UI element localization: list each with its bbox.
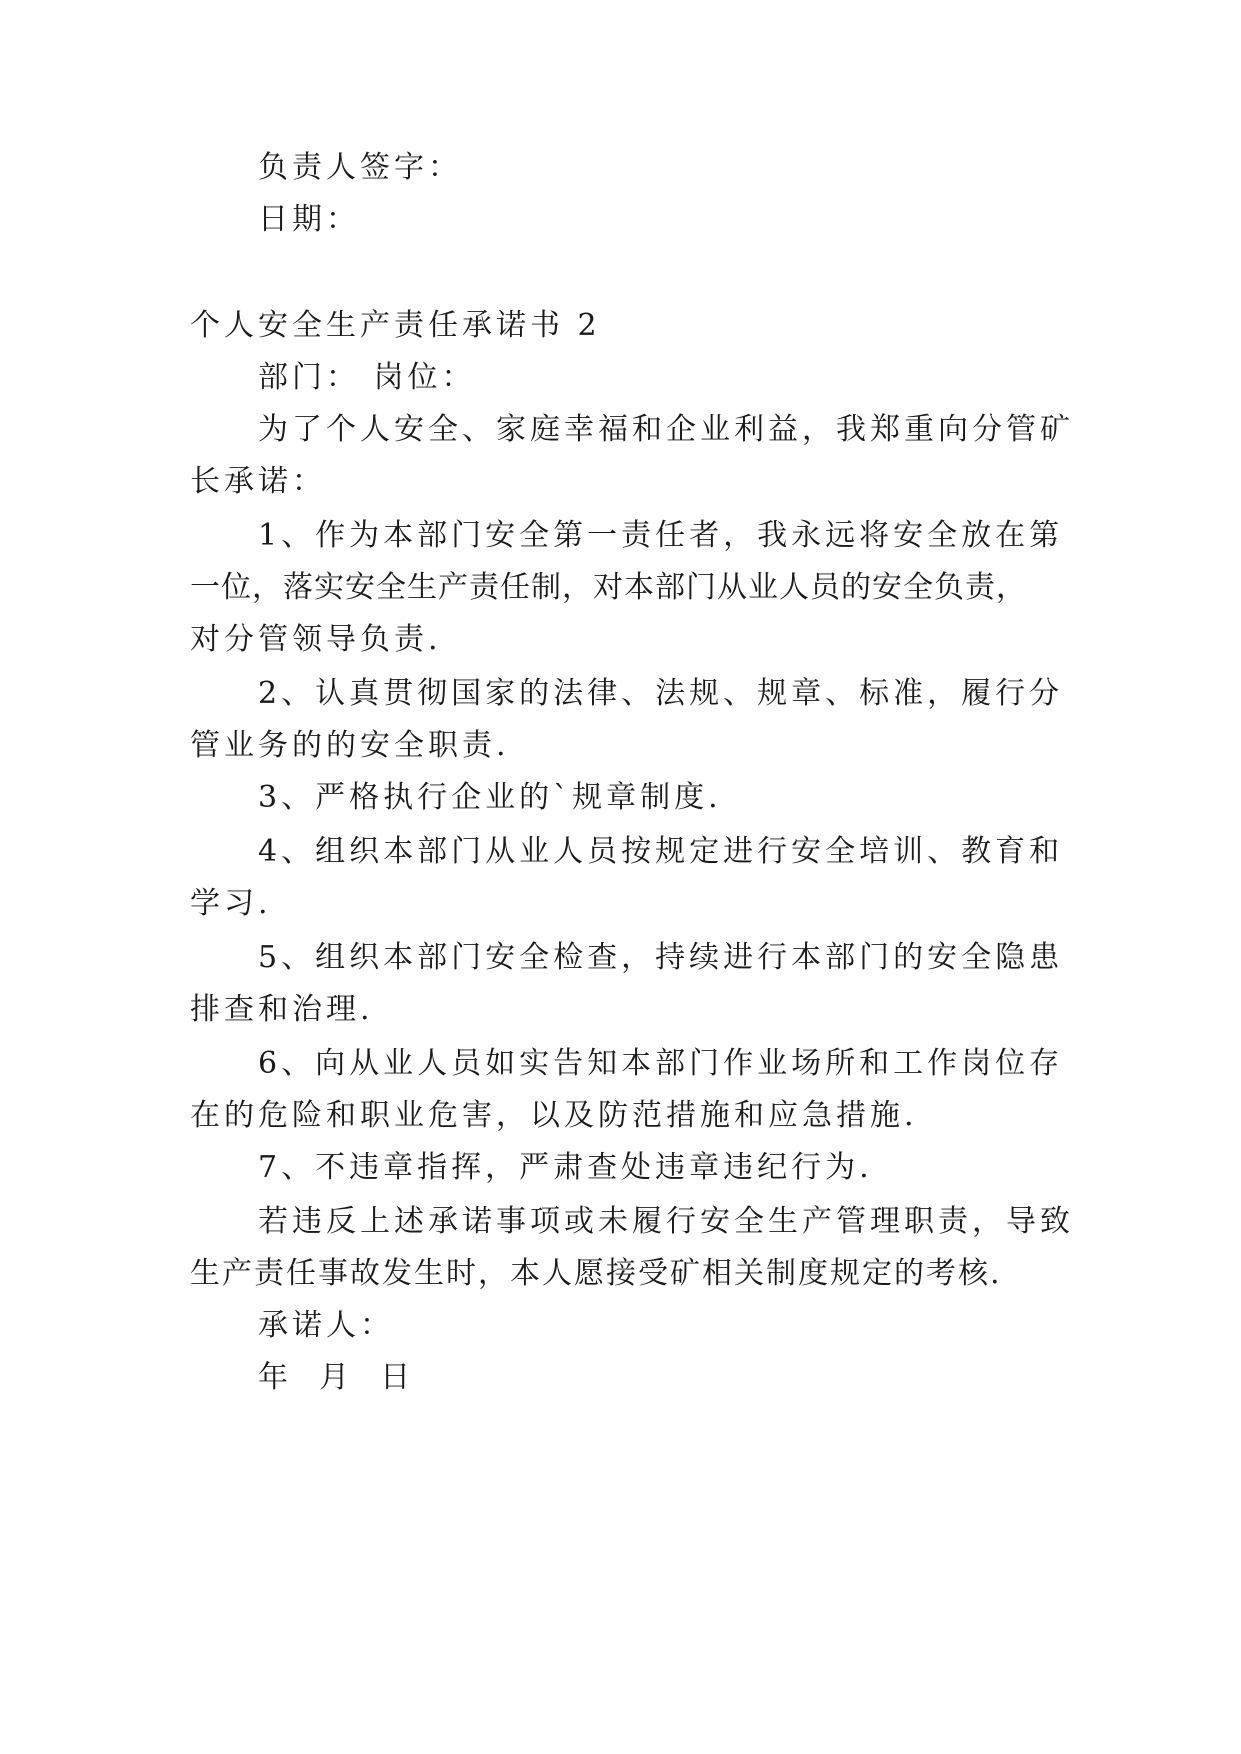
item-1-line-1: 1、作为本部门安全第一责任者，我永远将安全放在第: [258, 518, 1064, 553]
item-2-line-1: 2、认真贯彻国家的法律、法规、规章、标准，履行分: [258, 676, 1064, 711]
signature-label: 负责人签字：: [258, 150, 462, 185]
item-4-line-1: 4、组织本部门从业人员按规定进行安全培训、教育和: [258, 834, 1064, 869]
item-1-line-2: 一位，落实安全生产责任制，对本部门从业人员的安全负责，: [190, 570, 1027, 605]
intro-line-2: 长承诺：: [190, 464, 326, 499]
dept-position-line: 部门： 岗位：: [258, 360, 476, 395]
item-3-line-1: 3、严格执行企业的`规章制度.: [258, 780, 722, 815]
item-2-line-2: 管业务的的安全职责.: [190, 728, 510, 763]
item-5-line-2: 排查和治理.: [190, 992, 374, 1027]
date-label: 日期：: [258, 202, 360, 237]
item-6-line-2: 在的危险和职业危害，以及防范措施和应急措施.: [190, 1098, 918, 1133]
item-4-line-2: 学习.: [190, 886, 272, 921]
document-title: 个人安全生产责任承诺书 2: [190, 308, 601, 343]
item-7-line-1: 7、不违章指挥，严肃查处违章违纪行为.: [258, 1150, 873, 1185]
item-5-line-1: 5、组织本部门安全检查，持续进行本部门的安全隐患: [258, 940, 1064, 975]
item-6-line-1: 6、向从业人员如实告知本部门作业场所和工作岗位存: [258, 1046, 1064, 1081]
item-1-line-3: 对分管领导负责.: [190, 622, 442, 657]
closing-line-1: 若违反上述承诺事项或未履行安全生产管理职责，导致: [258, 1204, 1074, 1239]
promisor-label: 承诺人：: [258, 1308, 394, 1343]
date-fields: 年 月 日: [258, 1360, 415, 1395]
intro-line-1: 为了个人安全、家庭幸福和企业利益，我郑重向分管矿: [258, 412, 1074, 447]
closing-line-2: 生产责任事故发生时，本人愿接受矿相关制度规定的考核.: [190, 1256, 1002, 1291]
